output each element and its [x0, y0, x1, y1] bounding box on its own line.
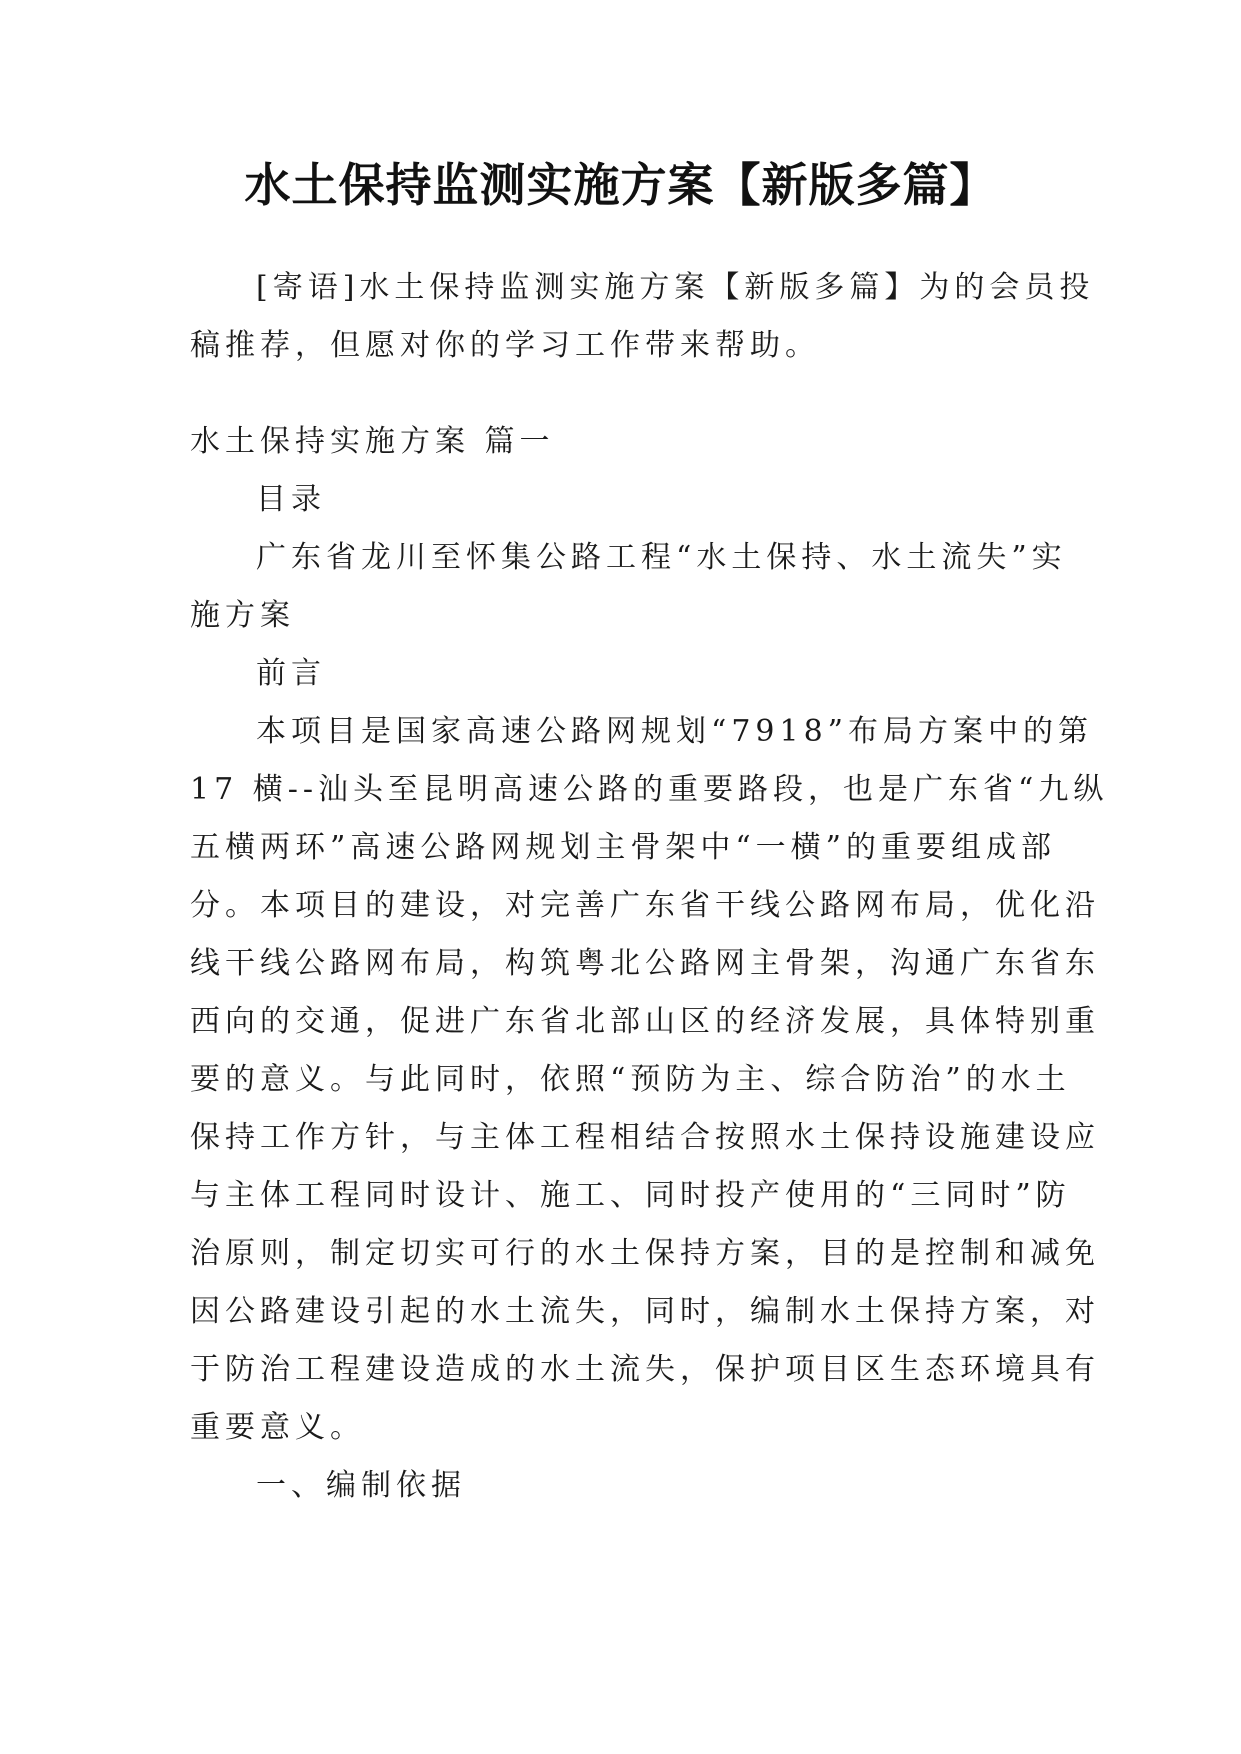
- body-line: 保持工作方针，与主体工程相结合按照水土保持设施建设应: [190, 1120, 1100, 1155]
- project-title-line: 广东省龙川至怀集公路工程“水土保持、水土流失”实: [256, 540, 1067, 575]
- body-line: 于防治工程建设造成的水土流失，保护项目区生态环境具有: [190, 1352, 1100, 1387]
- body-line: 与主体工程同时设计、施工、同时投产使用的“三同时”防: [190, 1178, 1071, 1213]
- body-line: 分。本项目的建设，对完善广东省干线公路网布局，优化沿: [190, 888, 1100, 923]
- body-line: 要的意义。与此同时，依照“预防为主、综合防治”的水土: [190, 1062, 1071, 1097]
- document-body: [190, 413, 1109, 1515]
- body-line: 17 横--汕头至昆明高速公路的重要路段，也是广东省“九纵: [190, 772, 1109, 807]
- body-line: 治原则，制定切实可行的水土保持方案，目的是控制和减免: [190, 1236, 1100, 1271]
- body-line: 本项目是国家高速公路网规划“7918”布局方案中的第: [256, 714, 1094, 749]
- toc-label: 目录: [256, 482, 326, 517]
- section-heading: 水土保持实施方案 篇一: [190, 424, 555, 459]
- intro-line: 稿推荐，但愿对你的学习工作带来帮助。: [190, 328, 820, 363]
- body-line: 五横两环”高速公路网规划主骨架中“一横”的重要组成部: [190, 830, 1057, 865]
- body-line: 线干线公路网布局，构筑粤北公路网主骨架，沟通广东省东: [190, 946, 1100, 981]
- subsection-heading: 一、编制依据: [256, 1468, 466, 1503]
- intro-line: [寄语]水土保持监测实施方案【新版多篇】为的会员投: [256, 270, 1095, 305]
- body-line: 重要意义。: [190, 1410, 365, 1445]
- body-line: 因公路建设引起的水土流失，同时，编制水土保持方案，对: [190, 1294, 1100, 1329]
- project-title-line: 施方案: [190, 598, 295, 633]
- intro-paragraph: [190, 259, 1095, 375]
- body-line: 西向的交通，促进广东省北部山区的经济发展，具体特别重: [190, 1004, 1100, 1039]
- preface-label: 前言: [256, 656, 326, 691]
- document-title: 水土保持监测实施方案【新版多篇】: [244, 158, 997, 212]
